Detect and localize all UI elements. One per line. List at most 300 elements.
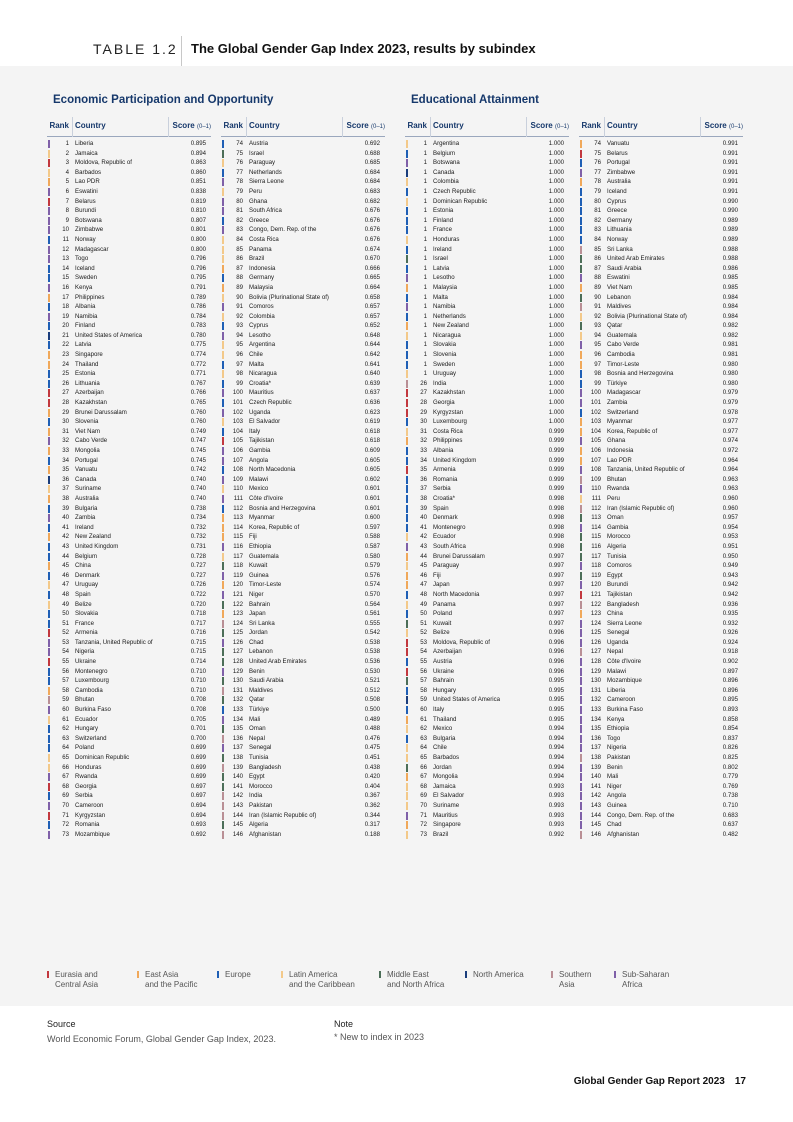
table-row: [47, 379, 211, 389]
score-cell: 0.489: [364, 715, 380, 723]
table-row: [221, 177, 385, 187]
table-row: [221, 187, 385, 197]
country-cell: Angola: [249, 456, 268, 464]
rank-cell: 45: [420, 562, 427, 570]
legend-label-line1: Sub-Saharan: [622, 970, 670, 979]
score-cell: 0.984: [722, 312, 738, 320]
table-row: [579, 264, 743, 274]
rank-cell: 58: [420, 686, 427, 694]
country-cell: Chad: [607, 821, 622, 829]
table-row: [579, 753, 743, 763]
score-cell: 0.775: [190, 341, 206, 349]
country-cell: Türkiye: [607, 379, 627, 387]
rank-cell: 90: [594, 293, 601, 301]
table-row: [405, 647, 569, 657]
rank-cell: 73: [62, 830, 69, 838]
rank-cell: 26: [420, 379, 427, 387]
score-cell: 0.801: [190, 226, 206, 234]
country-cell: Sweden: [433, 360, 456, 368]
rank-header: Rank: [581, 121, 601, 130]
country-cell: Mauritius: [249, 389, 274, 397]
score-cell: 0.998: [548, 494, 564, 502]
rank-cell: 116: [591, 542, 601, 550]
country-cell: Vanuatu: [75, 466, 98, 474]
score-cell: 0.863: [190, 159, 206, 167]
country-cell: Kuwait: [249, 562, 268, 570]
legend-swatch: [281, 971, 283, 978]
table-row: [579, 197, 743, 207]
score-cell: 0.979: [722, 399, 738, 407]
table-row: [405, 801, 569, 811]
rank-cell: 42: [62, 533, 69, 541]
country-cell: Eswatini: [75, 187, 98, 195]
rank-cell: 14: [62, 264, 69, 272]
country-cell: Ecuador: [75, 715, 98, 723]
rank-cell: 65: [62, 754, 69, 761]
rank-cell: 62: [62, 725, 69, 733]
rank-cell: 49: [420, 600, 427, 608]
table-row: [579, 580, 743, 590]
score-cell: 0.705: [190, 715, 206, 723]
country-cell: Serbia: [433, 485, 451, 493]
country-cell: Congo, Dem. Rep. of the: [607, 811, 675, 819]
rank-cell: 73: [420, 830, 427, 838]
rank-cell: 34: [62, 456, 69, 464]
country-cell: Sweden: [75, 274, 98, 282]
table-row: [221, 283, 385, 293]
country-cell: Zimbabwe: [75, 226, 104, 234]
score-header-label: Score: [346, 121, 369, 130]
country-cell: Estonia: [75, 370, 96, 378]
table-row: [579, 705, 743, 715]
country-cell: Mauritius: [433, 811, 458, 819]
rank-cell: 93: [236, 322, 243, 330]
table-row: [47, 763, 211, 773]
score-cell: 0.683: [722, 811, 738, 819]
table-row: [47, 811, 211, 821]
score-cell: 0.602: [364, 475, 380, 483]
table-row: [47, 436, 211, 446]
score-cell: 1.000: [548, 370, 564, 378]
country-cell: Luxembourg: [433, 418, 467, 426]
rank-cell: 121: [590, 590, 601, 598]
table-row: [405, 187, 569, 197]
country-cell: Mongolia: [433, 773, 458, 781]
table-row: [405, 206, 569, 216]
country-cell: United Arab Emirates: [607, 255, 665, 263]
rank-cell: 55: [420, 658, 427, 666]
table-row: [47, 753, 211, 763]
table-row: [221, 580, 385, 590]
country-cell: Latvia: [75, 341, 92, 349]
table-row: [221, 561, 385, 571]
country-cell: Belgium: [75, 552, 98, 560]
table-row: [405, 436, 569, 446]
country-cell: Morocco: [607, 533, 631, 541]
table-row: [405, 715, 569, 725]
table-row: [221, 705, 385, 715]
score-cell: 1.000: [548, 399, 564, 407]
country-cell: Cabo Verde: [75, 437, 108, 445]
table-row: [405, 340, 569, 350]
table-row: [221, 139, 385, 149]
rank-cell: 1: [423, 207, 427, 215]
country-cell: Czech Republic: [433, 187, 476, 195]
table-row: [579, 609, 743, 619]
country-cell: Spain: [433, 504, 449, 512]
score-cell: 0.692: [364, 140, 380, 147]
table-row: [47, 532, 211, 542]
score-cell: 0.991: [722, 149, 738, 157]
table-row: [405, 369, 569, 379]
score-cell: 0.997: [548, 581, 564, 589]
rank-cell: 1: [423, 312, 427, 320]
score-cell: 1.000: [548, 197, 564, 205]
score-cell: 0.666: [364, 264, 380, 272]
table-row: [221, 619, 385, 629]
country-cell: Brazil: [249, 255, 265, 263]
score-cell: 0.989: [722, 235, 738, 243]
rank-cell: 39: [62, 504, 69, 512]
rank-cell: 74: [236, 140, 243, 147]
score-cell: 0.618: [364, 427, 380, 435]
rank-cell: 79: [594, 187, 601, 195]
score-cell: 0.475: [364, 744, 380, 752]
table-row: [579, 225, 743, 235]
rank-cell: 135: [590, 725, 601, 733]
page-footer: [574, 1076, 746, 1087]
rank-cell: 74: [594, 140, 601, 147]
rank-cell: 1: [423, 341, 427, 349]
table-row: [221, 523, 385, 533]
rank-cell: 57: [62, 677, 69, 685]
table-row: [221, 254, 385, 264]
table-row: [579, 484, 743, 494]
score-cell: 0.779: [722, 773, 738, 781]
score-cell: 0.317: [364, 821, 380, 829]
country-cell: Belize: [75, 600, 92, 608]
table-row: [221, 216, 385, 226]
table-row: [221, 369, 385, 379]
score-cell: 0.657: [364, 303, 380, 311]
country-cell: Greece: [249, 216, 269, 224]
country-cell: Sri Lanka: [249, 619, 275, 627]
rank-cell: 51: [420, 619, 427, 627]
score-cell: 0.972: [722, 447, 738, 454]
rank-cell: 102: [232, 408, 243, 416]
country-cell: Ukraine: [75, 658, 96, 666]
rank-cell: 9: [65, 216, 69, 224]
score-cell: 0.932: [722, 619, 738, 627]
score-cell: 0.826: [722, 744, 738, 752]
table-row: [221, 158, 385, 168]
rank-cell: 83: [236, 226, 243, 234]
rank-cell: 69: [420, 792, 427, 800]
score-range: (0–1): [370, 124, 385, 130]
score-cell: 0.771: [190, 370, 206, 378]
score-cell: 1.000: [548, 274, 564, 282]
country-cell: Burundi: [607, 581, 629, 589]
country-cell: Lebanon: [249, 648, 273, 656]
rank-cell: 1: [423, 245, 427, 253]
rank-cell: 101: [590, 399, 601, 407]
score-cell: 1.000: [548, 312, 564, 320]
country-cell: Maldives: [249, 686, 274, 694]
table-row: [221, 408, 385, 418]
table-row: [405, 542, 569, 552]
country-cell: Philippines: [433, 437, 463, 445]
legend-swatch: [217, 971, 219, 978]
country-cell: Egypt: [607, 571, 623, 579]
rank-cell: 106: [232, 447, 243, 454]
score-cell: 0.684: [364, 168, 380, 176]
rank-cell: 97: [594, 360, 601, 368]
table-row: [47, 609, 211, 619]
rank-cell: 99: [236, 379, 243, 387]
header-divider: [181, 36, 182, 66]
table-row: [47, 225, 211, 235]
country-cell: Uganda: [249, 408, 271, 416]
country-cell: Nicaragua: [433, 331, 461, 339]
country-cell: Sri Lanka: [607, 245, 633, 253]
rank-cell: 118: [233, 562, 243, 570]
table-row: [47, 791, 211, 801]
score-cell: 0.765: [190, 399, 206, 407]
rank-cell: 145: [590, 821, 601, 829]
score-cell: 0.995: [548, 706, 564, 714]
rank-cell: 94: [594, 331, 601, 339]
table-row: [405, 820, 569, 830]
score-cell: 0.789: [190, 293, 206, 301]
table-row: [405, 676, 569, 686]
region-legend: [47, 970, 747, 996]
rank-cell: 84: [236, 235, 243, 243]
score-cell: 0.732: [190, 533, 206, 541]
rank-cell: 96: [236, 351, 243, 359]
country-cell: Suriname: [75, 485, 102, 493]
table-row: [579, 321, 743, 331]
rank-cell: 77: [594, 168, 601, 176]
country-cell: Guatemala: [607, 331, 637, 339]
table-row: [405, 312, 569, 322]
table-row: [405, 705, 569, 715]
legend-label: [225, 970, 251, 980]
score-cell: 0.188: [364, 830, 380, 838]
table-row: [47, 465, 211, 475]
rank-cell: 71: [62, 811, 69, 819]
rank-cell: 72: [420, 821, 427, 829]
rank-cell: 53: [420, 638, 427, 646]
rank-cell: 75: [594, 149, 601, 157]
legend-label-line1: Europe: [225, 970, 251, 979]
table-row: [221, 225, 385, 235]
rank-cell: 22: [62, 341, 69, 349]
country-cell: Montenegro: [75, 667, 108, 675]
country-cell: Gambia: [249, 447, 271, 454]
score-cell: 0.994: [548, 744, 564, 752]
rank-cell: 80: [236, 197, 243, 205]
country-cell: Brunei Darussalam: [75, 408, 127, 416]
legend-swatch: [379, 971, 381, 978]
legend-label-line1: East Asia: [145, 970, 179, 979]
rank-cell: 80: [594, 197, 601, 205]
table-row: [47, 369, 211, 379]
table-row: [221, 245, 385, 255]
country-cell: Switzerland: [607, 408, 639, 416]
rank-cell: 49: [62, 600, 69, 608]
legend-label-line2: and the Caribbean: [289, 980, 355, 989]
rank-cell: 93: [594, 322, 601, 330]
score-cell: 0.451: [364, 754, 380, 761]
score-cell: 0.795: [190, 274, 206, 282]
score-cell: 1.000: [548, 187, 564, 195]
rank-cell: 38: [62, 494, 69, 502]
score-cell: 0.993: [548, 782, 564, 790]
score-header: [531, 121, 569, 130]
country-cell: Spain: [75, 590, 91, 598]
table-row: [221, 638, 385, 648]
table-row: [579, 552, 743, 562]
table-row: [579, 830, 743, 840]
rank-cell: 18: [62, 303, 69, 311]
rank-cell: 56: [420, 667, 427, 675]
score-cell: 0.999: [548, 437, 564, 445]
country-cell: Azerbaijan: [75, 389, 104, 397]
table-row: [221, 532, 385, 542]
score-cell: 0.542: [364, 629, 380, 637]
rank-cell: 120: [590, 581, 601, 589]
rank-cell: 1: [423, 255, 427, 263]
score-range: (0–1): [554, 124, 569, 130]
rank-cell: 45: [62, 562, 69, 570]
table-row: [579, 628, 743, 638]
score-cell: 0.570: [364, 590, 380, 598]
score-cell: 0.943: [722, 571, 738, 579]
table-row: [47, 216, 211, 226]
rank-cell: 39: [420, 504, 427, 512]
score-cell: 0.796: [190, 255, 206, 263]
rank-cell: 32: [62, 437, 69, 445]
rank-cell: 54: [420, 648, 427, 656]
rank-cell: 10: [62, 226, 69, 234]
rank-cell: 114: [591, 523, 601, 531]
score-cell: 0.926: [722, 629, 738, 637]
rank-cell: 88: [594, 274, 601, 282]
legend-label: [387, 970, 444, 990]
country-cell: Canada: [75, 475, 97, 483]
rank-cell: 1: [423, 351, 427, 359]
country-cell: Togo: [75, 255, 89, 263]
table-row: [221, 206, 385, 216]
rank-cell: 143: [590, 801, 601, 809]
rank-cell: 137: [590, 744, 601, 752]
table-column-education-1: [405, 117, 569, 839]
score-cell: 0.657: [364, 312, 380, 320]
rank-cell: 66: [420, 763, 427, 771]
table-row: [47, 283, 211, 293]
country-cell: Timor-Leste: [607, 360, 640, 368]
country-cell: Comoros: [607, 562, 632, 570]
rank-cell: 133: [590, 706, 601, 714]
rank-cell: 64: [62, 744, 69, 752]
note-label: Note: [334, 1019, 354, 1029]
table-row: [47, 417, 211, 427]
table-row: [221, 552, 385, 562]
country-cell: Italy: [433, 706, 445, 714]
rank-cell: 82: [236, 216, 243, 224]
score-cell: 0.998: [548, 523, 564, 531]
country-cell: Ghana: [249, 197, 268, 205]
country-cell: Uruguay: [433, 370, 457, 378]
table-row: [405, 465, 569, 475]
score-cell: 0.990: [722, 197, 738, 205]
score-cell: 1.000: [548, 341, 564, 349]
legend-swatch: [614, 971, 616, 978]
score-cell: 1.000: [548, 283, 564, 291]
score-cell: 0.658: [364, 293, 380, 301]
table-row: [47, 350, 211, 360]
rank-cell: 2: [65, 149, 69, 157]
table-row: [47, 571, 211, 581]
table-row: [221, 293, 385, 303]
table-row: [405, 772, 569, 782]
country-cell: Algeria: [249, 821, 268, 829]
country-cell: Madagascar: [75, 245, 109, 253]
country-cell: Panama: [433, 600, 456, 608]
rank-cell: 17: [62, 293, 69, 301]
country-cell: Singapore: [433, 821, 461, 829]
country-cell: Slovakia: [433, 341, 457, 349]
table-row: [579, 139, 743, 149]
country-cell: Kyrgyzstan: [75, 811, 106, 819]
table-row: [221, 398, 385, 408]
table-row: [221, 302, 385, 312]
rank-cell: 35: [420, 466, 427, 474]
table-row: [405, 561, 569, 571]
score-cell: 0.981: [722, 341, 738, 349]
rank-cell: 81: [594, 207, 601, 215]
legend-label-line2: Africa: [622, 980, 643, 989]
score-cell: 0.996: [548, 638, 564, 646]
rank-cell: 119: [591, 571, 601, 579]
score-cell: 0.727: [190, 562, 206, 570]
rank-header: Rank: [407, 121, 427, 130]
score-cell: 0.990: [722, 207, 738, 215]
country-cell: Hungary: [433, 686, 457, 694]
table-row: [405, 513, 569, 523]
rank-cell: 71: [420, 811, 427, 819]
country-cell: Slovenia: [433, 351, 457, 359]
score-cell: 0.999: [548, 475, 564, 483]
country-cell: Chad: [249, 638, 264, 646]
score-cell: 0.674: [364, 245, 380, 253]
rank-cell: 42: [420, 533, 427, 541]
score-cell: 0.942: [722, 590, 738, 598]
score-cell: 0.740: [190, 485, 206, 493]
table-column-economic-2: [221, 117, 385, 839]
rank-cell: 99: [594, 379, 601, 387]
table-row: [47, 360, 211, 370]
table-row: [405, 417, 569, 427]
country-cell: Serbia: [75, 792, 93, 800]
table-row: [47, 782, 211, 792]
country-cell: Georgia: [433, 399, 455, 407]
score-cell: 0.977: [722, 418, 738, 426]
score-cell: 0.715: [190, 638, 206, 646]
score-cell: 0.997: [548, 562, 564, 570]
score-cell: 0.538: [364, 638, 380, 646]
country-cell: Qatar: [249, 696, 265, 704]
